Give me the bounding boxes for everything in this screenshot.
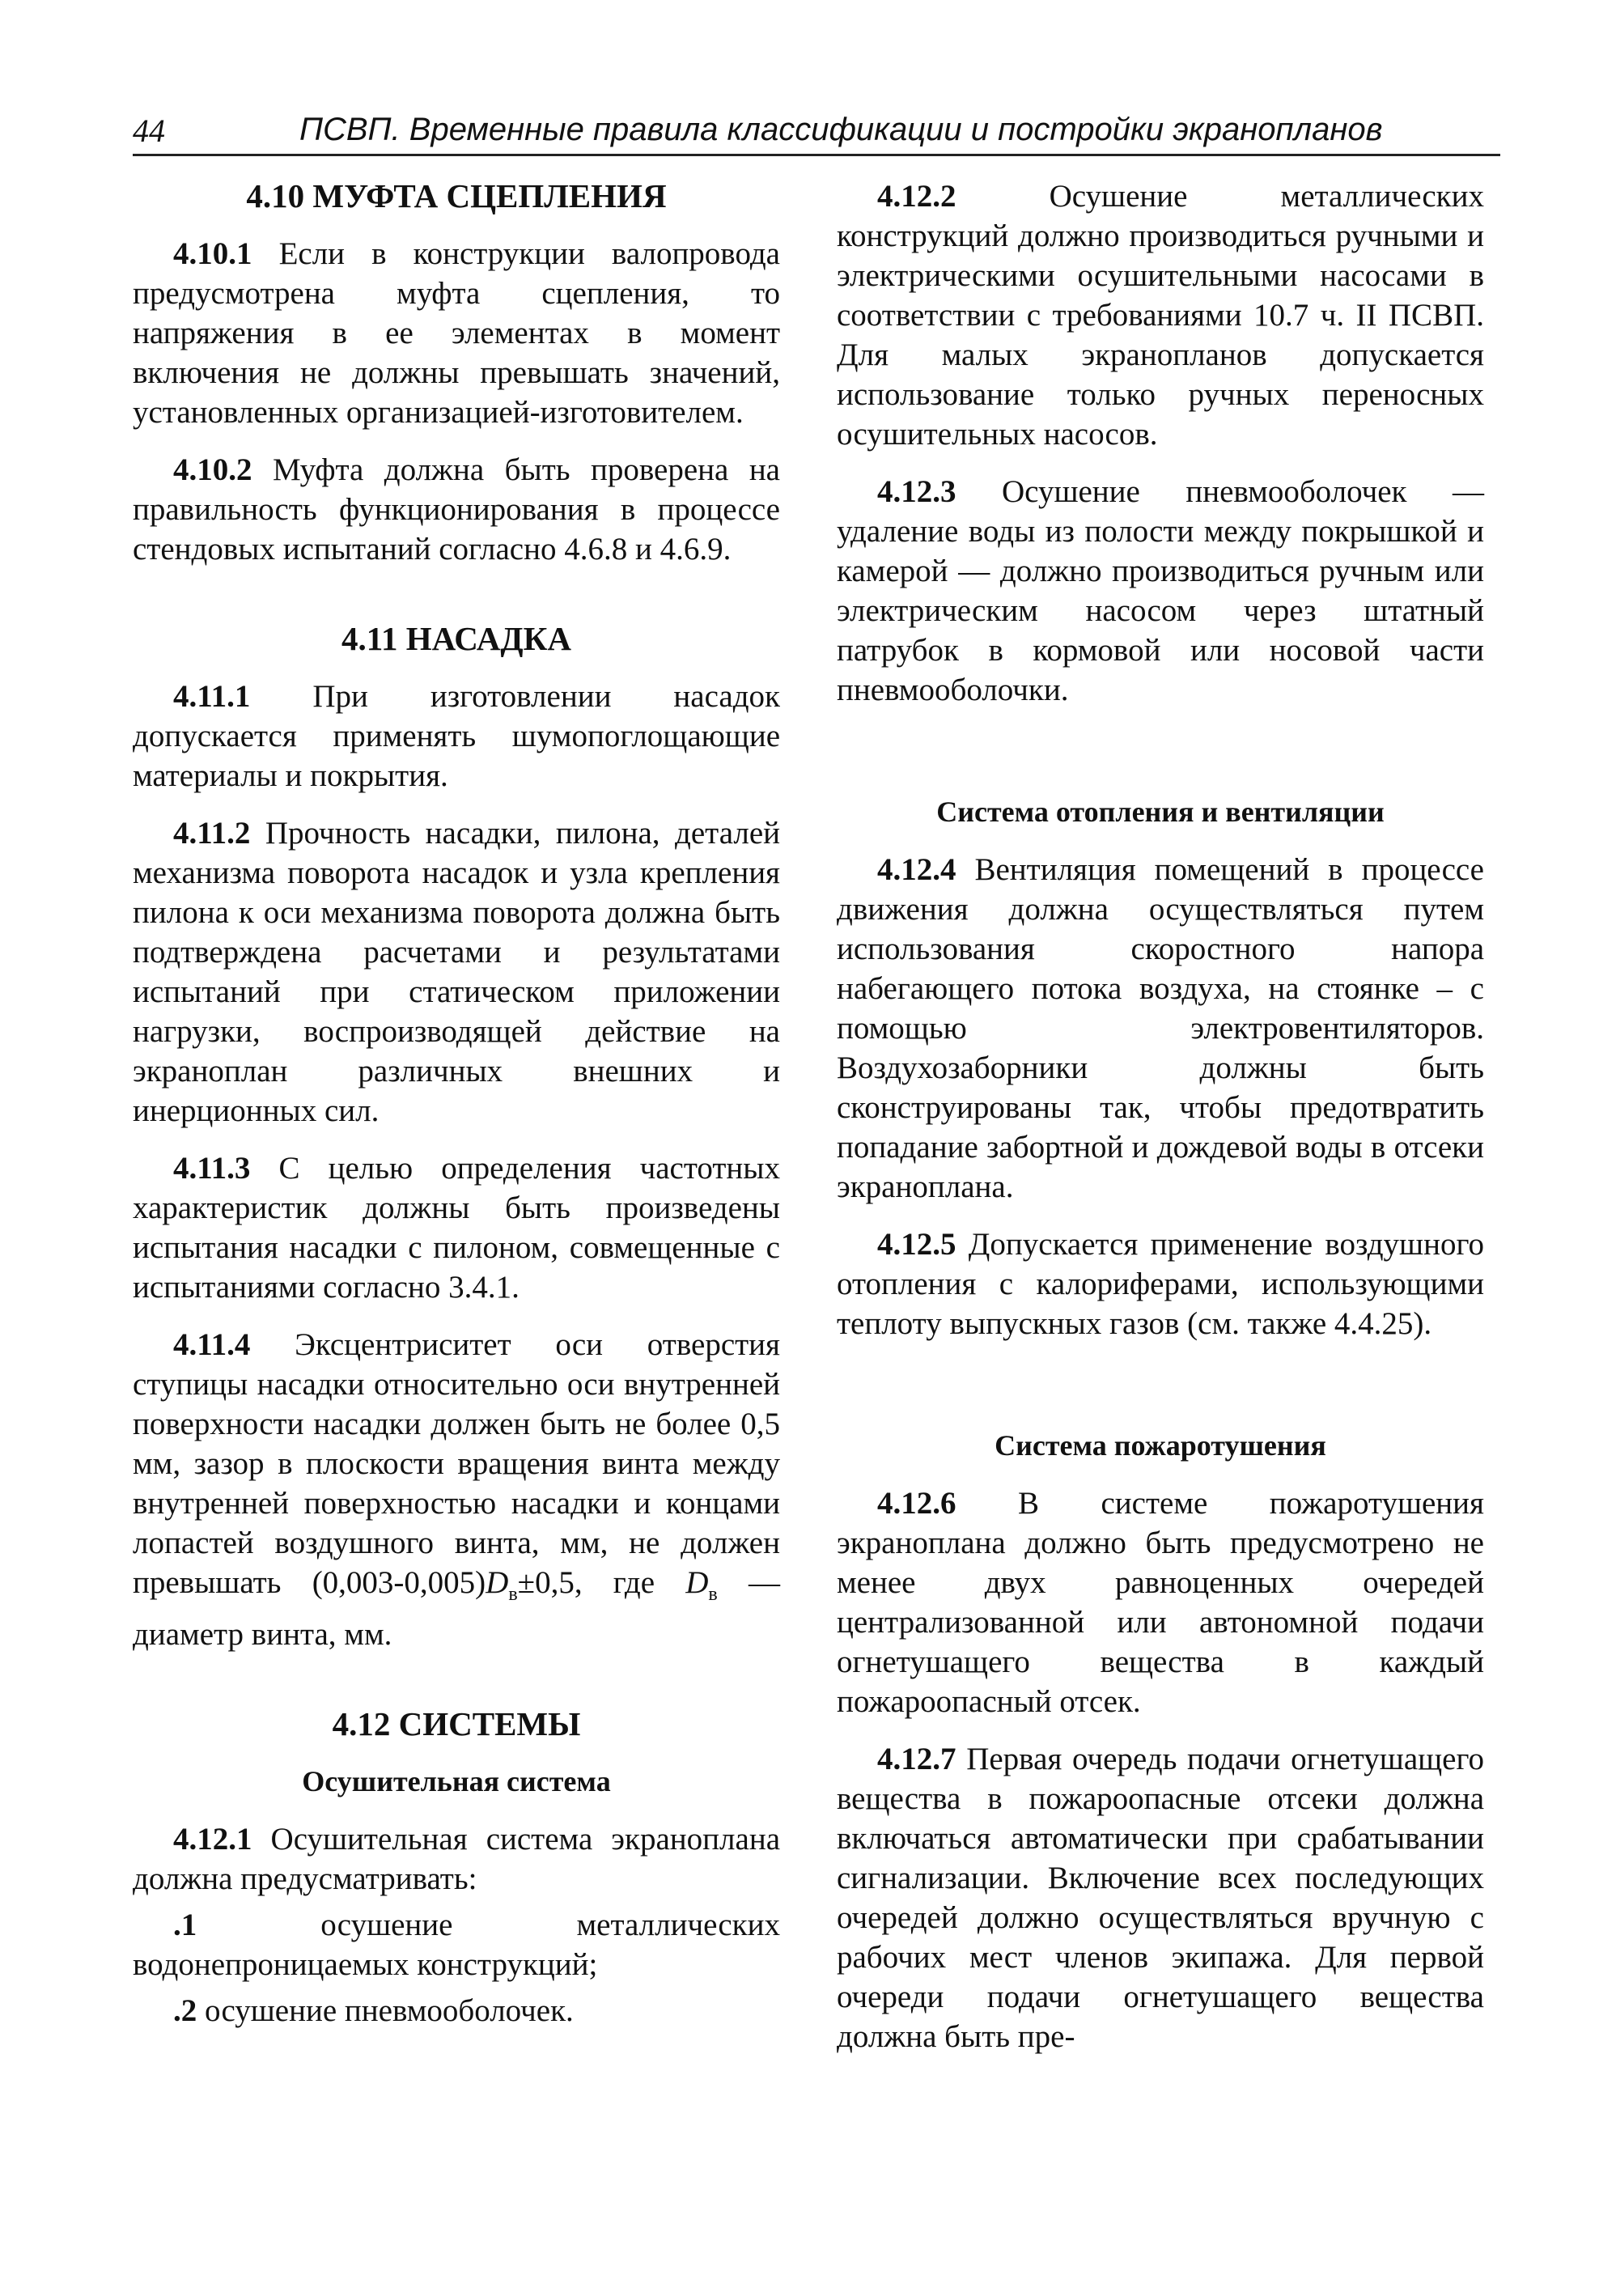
running-title: ПСВП. Временные правила классификации и постройки экранопланов [299, 112, 1383, 147]
paragraph-4-12-2 [837, 176, 1484, 454]
clause-number: 4.11.3 [173, 1151, 251, 1186]
clause-number: 4.12.2 [877, 179, 956, 214]
clause-text: Первая очередь подачи огнетушащего вещества в пожароопасные отсеки должна включаться автоматически при срабатывании сигнализации. Включение всех последующих очередей должно осуществляться вручную с рабочих мест членов экипажа. Для первой очереди подачи огнетушащего вещества должна быть пре- [837, 1742, 1484, 2054]
list-text: осушение пневмооболочек. [197, 1993, 574, 2028]
paragraph-4-12-1 [133, 1819, 780, 1899]
subsection-title-fire-extinguishing: Система пожаротушения [995, 1429, 1326, 1462]
clause-number: 4.11.4 [173, 1327, 251, 1362]
paragraph-4-10-1 [133, 234, 780, 432]
paragraph-4-12-4 [837, 850, 1484, 1207]
subsection-title-drainage: Осушительная система [302, 1764, 611, 1797]
paragraph-4-11-2 [133, 813, 780, 1131]
paragraph-4-12-7 [837, 1739, 1484, 2056]
clause-text: Осушение металлических конструкций должно производиться ручными и электрическими осушительными насосами в соответствии с требованиями 10.7 ч. II ПСВП. Для малых экранопланов допускается использование только ручных переносных осушительных насосов. [837, 179, 1484, 452]
subsection-title-heating-ventilation: Система отопления и вентиляции [936, 796, 1385, 828]
list-number: .2 [173, 1993, 197, 2028]
paragraph-4-11-4 [133, 1325, 780, 1654]
clause-number: 4.11.1 [173, 679, 251, 714]
clause-number: 4.12.7 [877, 1742, 956, 1776]
clause-number: 4.10.1 [173, 236, 252, 271]
paragraph-4-12-5 [837, 1224, 1484, 1343]
clause-text: — диаметр винта, мм. [133, 1565, 780, 1652]
clause-text: В системе пожаротушения экраноплана должно быть предусмотрено не менее двух равноценных очередей централизованной или автономной подачи огнетушащего вещества в каждый пожароопасный отсек. [837, 1486, 1484, 1719]
clause-number: 4.12.6 [877, 1486, 956, 1521]
clause-text: Эксцентриситет оси отверстия ступицы насадки относительно оси внутренней поверхности насадки должен быть не более 0,5 мм, зазор в плоскости вращения винта между внутренней поверхностью насадки и концами лопастей воздушного винта, мм, не должен превышать (0,003-0,005) [133, 1327, 780, 1600]
page-number: 44 [133, 112, 165, 149]
clause-text: Прочность насадки, пилона, деталей механизма поворота насадок и узла крепления пилона к оси механизма поворота должна быть подтверждена расчетами и результатами испытаний при статическом приложении нагрузки, воспроизводящей действие на экраноплан различных внешних и инерционных сил. [133, 816, 780, 1128]
formula-subscript: в [508, 1583, 518, 1605]
paragraph-4-11-1 [133, 677, 780, 796]
clause-number: 4.12.4 [877, 852, 956, 887]
list-item [133, 1905, 780, 1984]
formula-symbol: D [685, 1565, 709, 1600]
clause-text: Вентиляция помещений в процессе движения должна осуществляться путем использования скоростного напора набегающего потока воздуха, на стоянке – с помощью электровентиляторов. Воздухозаборники должны быть сконструированы так, чтобы предотвратить попадание забортной и дождевой воды в отсеки экраноплана. [837, 852, 1484, 1204]
right-column [837, 176, 1484, 2074]
clause-text: Осушительная система экраноплана должна предусматривать: [133, 1821, 780, 1896]
section-title-4-10: 4.10 МУФТА СЦЕПЛЕНИЯ [246, 177, 667, 214]
clause-text: Допускается применение воздушного отопления с калориферами, использующими теплоту выпускных газов (см. также 4.4.25). [837, 1227, 1484, 1341]
clause-text: Если в конструкции валопровода предусмотрена муфта сцепления, то напряжения в ее элементах в момент включения не должны превышать значений, установленных организацией-изготовителем. [133, 236, 780, 430]
formula-subscript: в [708, 1583, 718, 1605]
clause-text: Муфта должна быть проверена на правильность функционирования в процессе стендовых испытаний согласно 4.6.8 и 4.6.9. [133, 452, 780, 567]
formula-symbol: D [486, 1565, 509, 1600]
section-title-4-12: 4.12 СИСТЕМЫ [332, 1704, 581, 1742]
clause-number: 4.10.2 [173, 452, 252, 487]
clause-number: 4.11.2 [173, 816, 251, 851]
clause-number: 4.12.1 [173, 1821, 252, 1857]
paragraph-4-12-6 [837, 1483, 1484, 1721]
clause-number: 4.12.5 [877, 1227, 956, 1262]
list-item [133, 1991, 780, 2031]
section-title-4-11: 4.11 НАСАДКА [341, 620, 571, 657]
list-number: .1 [173, 1907, 197, 1942]
clause-text: Осушение пневмооболочек — удаление воды из полости между покрышкой и камерой — должно производиться ручным или электрическим насосом через штатный патрубок в кормовой или носовой части пневмооболочки. [837, 474, 1484, 707]
paragraph-4-12-3 [837, 472, 1484, 710]
clause-text: С целью определения частотных характеристик должны быть произведены испытания насадки с пилоном, совмещенные с испытаниями согласно 3.4.1. [133, 1151, 780, 1305]
left-column [133, 176, 780, 2037]
clause-text: ±0,5, где [517, 1565, 686, 1600]
list-text: осушение металлических водонепроницаемых конструкций; [133, 1907, 780, 1982]
clause-number: 4.12.3 [877, 474, 956, 509]
paragraph-4-11-3 [133, 1148, 780, 1307]
page-header [133, 108, 1500, 156]
clause-text: При изготовлении насадок допускается применять шумопоглощающие материалы и покрытия. [133, 679, 780, 793]
paragraph-4-10-2 [133, 450, 780, 569]
